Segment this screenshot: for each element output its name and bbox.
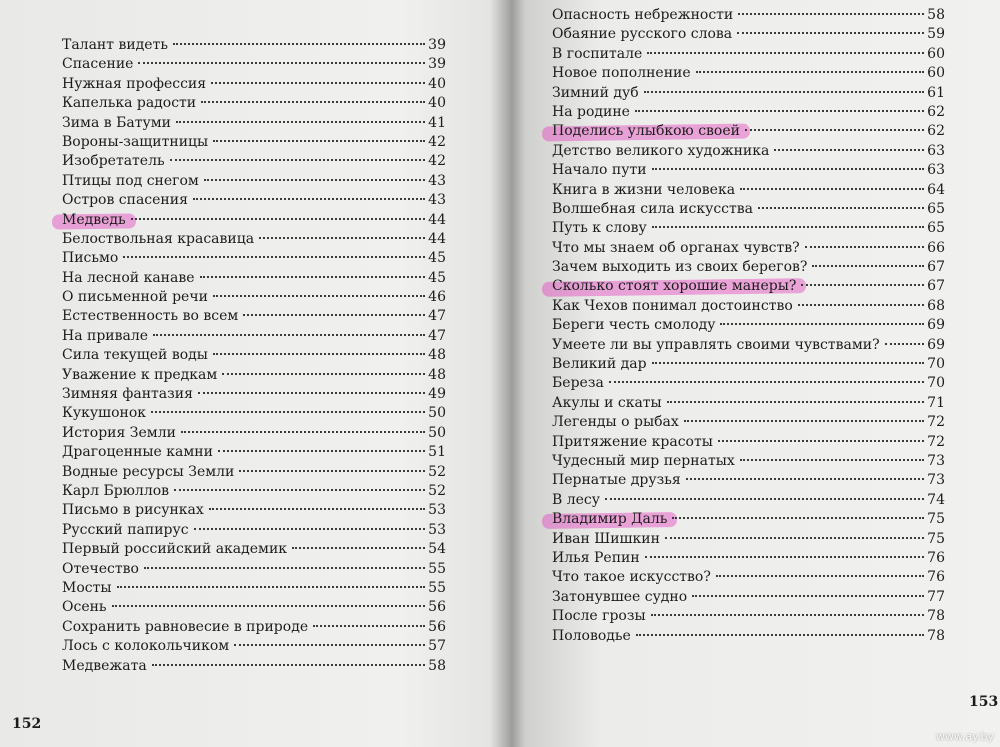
dot-leader [737,32,924,34]
entry-title: Письмо в рисунках [62,502,204,519]
dot-leader [652,168,925,170]
dot-leader [211,82,425,84]
dot-leader [696,71,925,73]
entry-page-number: 43 [428,172,446,189]
toc-entry [62,482,446,501]
dot-leader [720,323,924,325]
entry-page-number: 45 [428,269,446,286]
toc-entry [552,45,945,64]
toc-entry [62,346,446,365]
entry-page-number: 78 [927,608,945,625]
entry-title: Сила текущей воды [62,347,208,364]
entry-title: Как Чехов понимал достоинство [552,297,793,314]
entry-title: Остров спасения [62,192,188,209]
entry-title: Карл Брюллов [62,482,170,499]
entry-page-number: 73 [927,472,945,489]
entry-page-number: 39 [428,37,446,53]
entry-page-number: 67 [927,278,945,295]
toc-entry [552,336,945,355]
dot-leader [667,401,924,403]
entry-title: Лось с колокольчиком [62,638,230,655]
entry-title: Поделись улыбкою своей [552,122,742,141]
toc-entry [62,618,446,637]
toc-entry [62,152,446,171]
entry-title: Начало пути [552,162,647,179]
toc-entry [552,161,945,180]
entry-page-number: 42 [428,153,446,170]
toc-entry [552,627,945,646]
entry-page-number: 44 [428,230,446,247]
toc-entry [552,64,945,83]
entry-title: Белоствольная красавица [62,230,255,247]
dot-leader [684,420,924,422]
entry-page-number: 43 [428,192,446,209]
entry-page-number: 44 [428,211,446,228]
entry-title: Отечество [62,560,139,577]
entry-title: Уважение к предкам [62,366,218,383]
entry-page-number: 41 [428,114,446,131]
entry-page-number: 40 [428,75,446,92]
dot-leader [239,470,425,472]
dot-leader [692,595,924,597]
entry-title: На лесной канаве [62,269,195,286]
entry-title: Что такое искусство? [552,569,711,586]
toc-entry [62,521,446,540]
entry-title: Осень [62,599,107,616]
entry-page-number: 47 [428,308,446,325]
entry-page-number: 63 [927,142,945,159]
toc-entry [552,374,945,393]
dot-leader [652,362,925,364]
entry-title: Книга в жизни человека [552,181,736,198]
dot-leader [123,256,425,258]
toc-entry [62,307,446,326]
toc-entry [62,443,446,462]
entry-title: Водные ресурсы Земли [62,463,235,480]
toc-entry [552,25,945,44]
dot-leader [651,614,925,616]
dot-leader [181,431,425,433]
entry-page-number: 50 [428,424,446,441]
dot-leader [812,265,924,267]
dot-leader [209,508,425,510]
dot-leader [758,207,924,209]
toc-entry [62,501,446,520]
entry-page-number: 74 [927,491,945,508]
toc-entry [552,355,945,374]
toc-entry [552,142,945,161]
toc-list-left [62,36,446,676]
dot-leader [176,121,425,123]
entry-page-number: 46 [428,289,446,306]
dot-leader [259,237,425,239]
dot-leader [138,62,425,64]
entry-title: Зимний дуб [552,84,639,101]
entry-page-number: 60 [927,65,945,82]
entry-page-number: 48 [428,347,446,364]
entry-page-number: 50 [428,405,446,422]
toc-entry [552,452,945,471]
toc-entry [552,588,945,607]
entry-title: История Земли [62,424,176,441]
dot-leader [636,634,924,636]
entry-page-number: 72 [927,433,945,450]
entry-title: Драгоценные камни [62,444,213,461]
entry-page-number: 65 [927,220,945,237]
entry-title: Нужная профессия [62,75,207,92]
entry-page-number: 55 [428,560,446,577]
dot-leader [194,528,426,530]
entry-title: На родине [552,103,630,120]
entry-title: Сохранить равновесие в природе [62,618,309,635]
toc-entry [62,463,446,482]
toc-entry-highlighted [552,277,945,296]
entry-page-number: 65 [927,200,945,217]
entry-title: Русский папирус [62,521,189,538]
toc-entry [552,200,945,219]
entry-page-number: 68 [927,297,945,314]
toc-entry [552,239,945,258]
toc-entry [62,657,446,676]
entry-title: Зима в Батуми [62,114,171,131]
entry-title: Затонувшее судно [552,588,688,605]
entry-page-number: 52 [428,482,446,499]
entry-title: Чудесный мир пернатых [552,452,735,469]
entry-page-number: 39 [428,56,446,73]
entry-page-number: 40 [428,95,446,112]
toc-entry [552,433,945,452]
toc-entry [62,249,446,268]
entry-title: Медведь [62,211,128,230]
entry-page-number: 72 [927,414,945,431]
toc-entry [62,579,446,598]
toc-entry [62,94,446,113]
dot-leader [644,91,924,93]
entry-page-number: 59 [927,26,945,43]
toc-entry [552,607,945,626]
entry-page-number: 62 [927,123,945,140]
toc-entry [62,560,446,579]
entry-page-number: 71 [927,394,945,411]
page-number: 153 [969,694,999,710]
toc-entry [62,191,446,210]
dot-leader [152,664,425,666]
entry-page-number: 42 [428,133,446,150]
entry-title: Письмо [62,250,119,267]
toc-entry [552,103,945,122]
entry-title: Изобретатель [62,153,165,170]
dot-leader [609,381,924,383]
entry-title: После грозы [552,608,646,625]
toc-entry [552,394,945,413]
toc-entry [62,133,446,152]
entry-page-number: 76 [927,569,945,586]
dot-leader [745,129,924,131]
dot-leader [153,334,425,336]
entry-title: Птицы под снегом [62,172,199,189]
entry-title: Береги честь смолоду [552,317,716,334]
toc-entry [62,404,446,423]
toc-entry [552,549,945,568]
dot-leader [173,43,425,45]
dot-leader [193,198,425,200]
entry-title: Детство великого художника [552,142,770,159]
page-number: 152 [12,716,42,732]
entry-page-number: 66 [927,239,945,256]
toc-entry [62,327,446,346]
entry-title: Вороны-защитницы [62,133,209,150]
entry-title: Волшебная сила искусства [552,200,753,217]
dot-leader [170,159,426,161]
entry-page-number: 75 [927,530,945,547]
dot-leader [131,218,426,220]
dot-leader [672,517,924,519]
entry-title: Мосты [62,579,112,596]
entry-page-number: 63 [927,162,945,179]
entry-page-number: 49 [428,386,446,403]
dot-leader [200,276,426,278]
entry-title: Капелька радости [62,95,197,112]
toc-entry [552,181,945,200]
dot-leader [292,547,425,549]
entry-page-number: 56 [428,618,446,635]
entry-title: В госпитале [552,45,643,62]
entry-title: Великий дар [552,356,647,373]
right-page [512,0,1000,747]
entry-page-number: 53 [428,521,446,538]
entry-title: Медвежата [62,657,147,674]
toc-entry [552,316,945,335]
toc-entry-highlighted [62,211,446,230]
dot-leader [605,498,924,500]
entry-page-number: 61 [927,84,945,101]
dot-leader [243,314,425,316]
toc-entry [552,84,945,103]
entry-page-number: 48 [428,366,446,383]
entry-page-number: 53 [428,502,446,519]
dot-leader [198,392,425,394]
toc-entry [62,385,446,404]
entry-title: Легенды о рыбах [552,414,679,431]
watermark-text: www.ay.by [935,730,994,743]
dot-leader [665,537,924,539]
entry-page-number: 54 [428,541,446,558]
toc-entry [62,114,446,133]
entry-page-number: 75 [927,511,945,528]
entry-title: Владимир Даль [552,510,669,529]
dot-leader [112,605,426,607]
entry-page-number: 62 [927,103,945,120]
entry-title: Опасность небрежности [552,7,734,23]
dot-leader [204,179,425,181]
entry-title: Путь к слову [552,220,647,237]
entry-title: Спасение [62,56,134,73]
toc-entry [552,471,945,490]
entry-page-number: 64 [927,181,945,198]
toc-list-right [552,6,945,646]
toc-entry [62,55,446,74]
entry-title: Береза [552,375,604,392]
entry-page-number: 58 [927,7,945,23]
toc-entry [552,568,945,587]
entry-title: Зачем выходить из своих берегов? [552,259,808,276]
dot-leader [645,556,924,558]
entry-page-number: 52 [428,463,446,480]
entry-title: Половодье [552,627,631,644]
dot-leader [144,567,425,569]
entry-title: О письменной речи [62,289,208,306]
entry-title: Пернатые друзья [552,472,681,489]
toc-entry [552,530,945,549]
toc-entry-highlighted [552,510,945,529]
dot-leader [885,343,925,345]
entry-title: Иван Шишкин [552,530,660,547]
entry-title: Илья Репин [552,549,640,566]
entry-title: В лесу [552,491,600,508]
dot-leader [218,450,425,452]
dot-leader [635,110,924,112]
dot-leader [647,52,924,54]
entry-page-number: 57 [428,638,446,655]
dot-leader [213,353,425,355]
entry-page-number: 67 [927,259,945,276]
toc-entry [62,36,446,55]
entry-page-number: 58 [428,657,446,674]
entry-title: Что мы знаем об органах чувств? [552,239,800,256]
entry-page-number: 76 [927,549,945,566]
entry-page-number: 47 [428,327,446,344]
entry-title: Обаяние русского слова [552,26,733,43]
dot-leader [652,226,924,228]
entry-page-number: 55 [428,579,446,596]
entry-page-number: 69 [927,317,945,334]
dot-leader [234,644,425,646]
entry-page-number: 45 [428,250,446,267]
entry-title: Естественность во всем [62,308,239,325]
toc-entry [552,258,945,277]
dot-leader [686,478,925,480]
toc-entry [62,75,446,94]
dot-leader [313,625,425,627]
toc-entry [62,424,446,443]
entry-page-number: 60 [927,45,945,62]
dot-leader [740,459,924,461]
entry-page-number: 70 [927,356,945,373]
dot-leader [117,586,426,588]
toc-entry [552,219,945,238]
entry-title: Новое пополнение [552,65,691,82]
toc-entry [552,6,945,25]
dot-leader [805,246,925,248]
entry-page-number: 78 [927,627,945,644]
entry-title: Умеете ли вы управлять своими чувствами? [552,336,880,353]
toc-entry [62,598,446,617]
toc-entry-highlighted [552,122,945,141]
entry-page-number: 51 [428,444,446,461]
toc-entry [552,413,945,432]
entry-title: Зимняя фантазия [62,386,193,403]
dot-leader [174,489,425,491]
entry-page-number: 70 [927,375,945,392]
toc-entry [62,269,446,288]
dot-leader [213,140,425,142]
toc-entry [62,172,446,191]
toc-entry [62,540,446,559]
toc-entry [62,230,446,249]
dot-leader [151,411,425,413]
entry-title: Акулы и скаты [552,394,662,411]
toc-entry [62,288,446,307]
entry-page-number: 69 [927,336,945,353]
entry-title: Кукушонок [62,405,147,422]
dot-leader [740,188,924,190]
toc-entry [552,297,945,316]
dot-leader [774,149,924,151]
entry-title: Притяжение красоты [552,433,713,450]
toc-entry [552,491,945,510]
entry-page-number: 77 [927,588,945,605]
dot-leader [222,373,425,375]
dot-leader [798,304,924,306]
entry-title: На привале [62,327,149,344]
dot-leader [201,101,425,103]
dot-leader [738,13,924,15]
dot-leader [213,295,425,297]
dot-leader [801,284,924,286]
entry-title: Талант видеть [62,37,168,53]
toc-entry [62,637,446,656]
entry-title: Первый российский академик [62,541,288,558]
entry-page-number: 73 [927,452,945,469]
entry-page-number: 56 [428,599,446,616]
entry-title: Сколько стоят хорошие манеры? [552,277,798,296]
toc-entry [62,366,446,385]
dot-leader [716,575,924,577]
dot-leader [718,440,924,442]
